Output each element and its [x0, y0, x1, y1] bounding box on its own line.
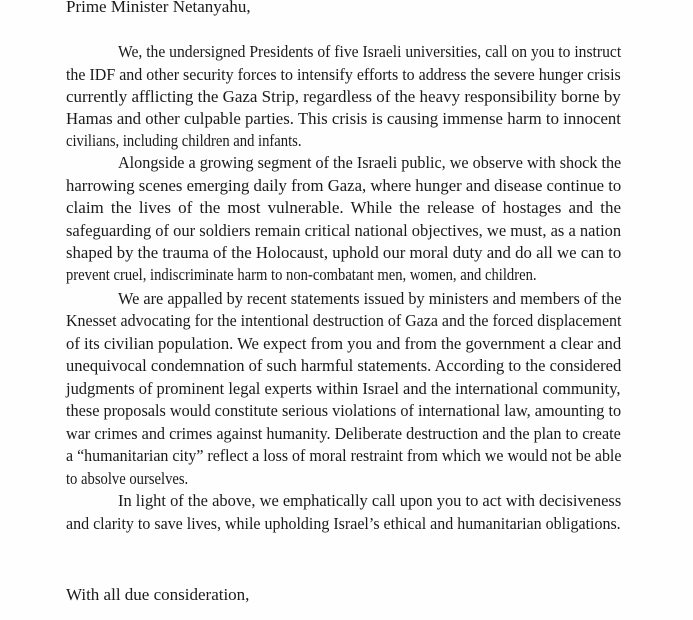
- text-line: claim the lives of the most vulnerable. While the release of hostages and the: [66, 198, 621, 217]
- text-line: of its civilian population. We expect from you and from the government a clear and: [66, 334, 622, 353]
- text-line: currently afflicting the Gaza Strip, regardless of the heavy responsibility borne by: [66, 87, 621, 106]
- text-line: unequivocal condemnation of such harmful statements. According to the considered: [66, 356, 622, 375]
- text-line: prevent cruel, indiscriminate harm to non-combatant men, women, and children.: [66, 265, 537, 284]
- text-line: these proposals would constitute serious violations of international law, amounting to: [66, 401, 622, 420]
- text-line: civilians, including children and infants.: [66, 131, 302, 150]
- text-line: Hamas and other culpable parties. This crisis is causing immense harm to innocent: [66, 109, 621, 128]
- text-line: safeguarding of our soldiers remain critical national objectives, we must, as a nation: [66, 221, 622, 240]
- text-line: Alongside a growing segment of the Israeli public, we observe with shock the: [118, 153, 622, 172]
- text-line: judgments of prominent legal experts within Israel and the international community,: [66, 379, 621, 398]
- text-line: We, the undersigned Presidents of five Israeli universities, call on you to instruct: [118, 42, 622, 61]
- text-line: Knesset advocating for the intentional destruction of Gaza and the forced displacement: [66, 311, 622, 330]
- text-line: harrowing scenes emerging daily from Gaza, where hunger and disease continue to: [66, 176, 622, 195]
- text-line: the IDF and other security forces to intensify efforts to address the severe hunger crisis: [66, 65, 621, 84]
- text-line: war crimes and crimes against humanity. Deliberate destruction and the plan to create: [66, 424, 621, 443]
- text-line: We are appalled by recent statements issued by ministers and members of the: [118, 289, 622, 308]
- text-line: and clarity to save lives, while upholding Israel’s ethical and humanitarian obligations.: [66, 514, 621, 533]
- text-line: shaped by the trauma of the Holocaust, uphold our moral duty and do all we can to: [66, 243, 622, 262]
- salutation: Prime Minister Netanyahu,: [66, 0, 251, 16]
- closing: With all due consideration,: [66, 585, 250, 604]
- text-line: a “humanitarian city” reflect a loss of moral restraint from which we would not be able: [66, 446, 622, 465]
- text-line: In light of the above, we emphatically call upon you to act with decisiveness: [118, 491, 622, 510]
- text-line: to absolve ourselves.: [66, 469, 189, 488]
